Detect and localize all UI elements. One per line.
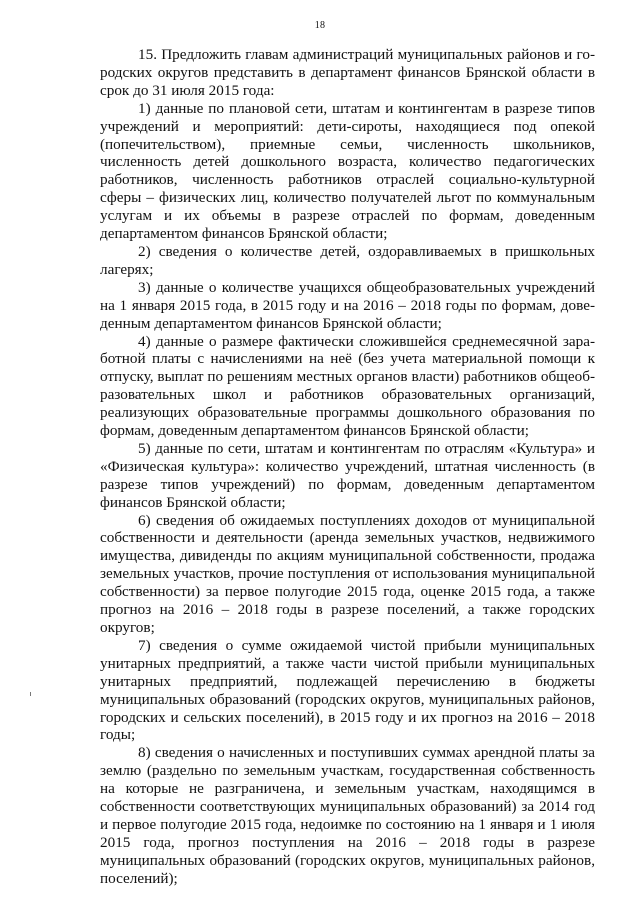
list-item-8: 8) сведения о начисленных и поступивших суммах арендной платы за землю (раздельно по земельным участкам, государственная собственность на которые не разграничена, и земельным участкам, находящимся в собственности соответствующих муниципальных образований) за 2014 год и первое полугодие 2015 года, недоимке по состоянию на 1 января и 1 июля 2015 года, прогноз поступления на 2016 – 2018 годы в разрезе муниципальных образований (городских округов, муниципальных районов, поселений); xyxy=(100,744,595,887)
list-item-7: 7) сведения о сумме ожидаемой чистой прибыли муниципальных унитарных предприятий, а также части чистой прибыли муниципальных унитарных предприятий, подлежащей перечислению в бюджеты муниципальных образований (городских округов, муниципальных районов, городских и сельских поселений), в 2015 году и их прогноз на 2016 – 2018 годы; xyxy=(100,636,595,744)
list-item-4: 4) данные о размере фактически сложившейся среднемесячной заработной платы с начислениями на неё (без учета материальной помощи к отпуску, выплат по решениям местных органов власти) работников общеобразовательных школ и работников образовательных организаций, реализующих образовательные программы дошкольного образования по формам, доведенным департаментом финансов Брянской области; xyxy=(100,332,595,440)
document-body xyxy=(100,46,595,888)
scan-margin-mark xyxy=(30,692,31,696)
list-item-6: 6) сведения об ожидаемых поступлениях доходов от муниципальной собственности и деятельности (аренда земельных участков, недвижимого имущества, дивиденды по акциям муниципальной собственности, продажа земельных участков, прочие поступления от использования муниципальной собственности) за первое полугодие 2015 года, оценке 2015 года, а также прогноз на 2016 – 2018 годы в разрезе поселений, а также городских округов; xyxy=(100,511,595,636)
list-item-1: 1) данные по плановой сети, штатам и контингентам в разрезе типов учреждений и мероприятий: дети-сироты, находящиеся под опекой (попечительством), приемные семьи, численность школьников, численность детей дошкольного возраста, количество педагогических работников, численность работников отраслей социально-культурной сферы – физических лиц, количество получателей льгот по коммунальным услугам и их объемы в разрезе отраслей по формам, доведенным департаментом финансов Брянской области; xyxy=(100,99,595,243)
paragraph-15-intro: 15. Предложить главам администраций муниципальных районов и городских округов представить в департамент финансов Брянской области в срок до 31 июля 2015 года: xyxy=(100,46,595,99)
page-number: 18 xyxy=(314,20,326,31)
list-item-5: 5) данные по сети, штатам и контингентам по отраслям «Культура» и «Физическая культура»: количество учреждений, штатная численность (в разрезе типов учреждений) по формам, доведенным департаментом финансов Брянской области; xyxy=(100,439,595,511)
list-item-2: 2) сведения о количестве детей, оздоравливаемых в пришкольных лагерях; xyxy=(100,242,595,278)
list-item-3: 3) данные о количестве учащихся общеобразовательных учреждений на 1 января 2015 года, в 2015 году и на 2016 – 2018 годы по формам, доведенным департаментом финансов Брянской области; xyxy=(100,278,595,332)
